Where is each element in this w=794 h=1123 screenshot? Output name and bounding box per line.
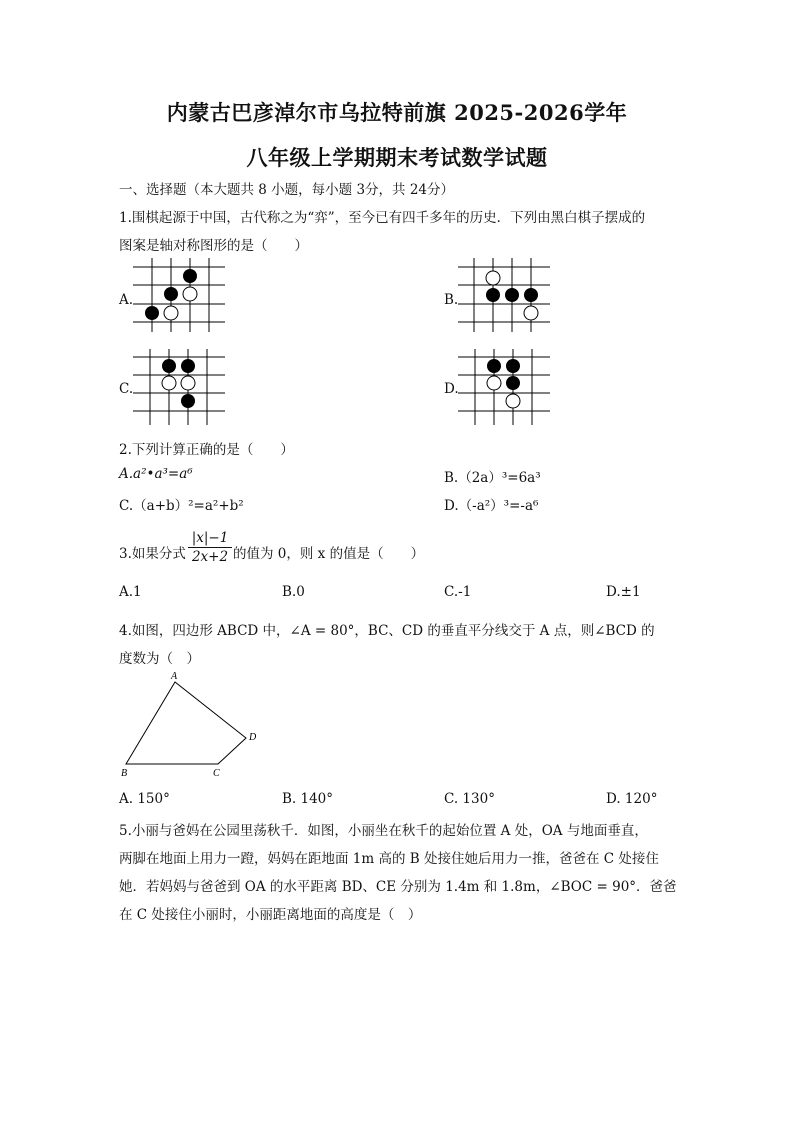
q3-fraction-numerator: |x|−1 [188, 530, 232, 548]
black-stone [164, 287, 178, 301]
black-stone [486, 288, 500, 302]
q4-option-d: D. 120° [606, 791, 658, 807]
q3-prefix: 3.如果分式 [119, 546, 186, 562]
q4-text-line1: 4.如图，四边形 ABCD 中，∠A = 80°，BC、CD 的垂直平分线交于 A 点，则∠BCD 的 [119, 623, 655, 639]
black-stone [145, 306, 159, 320]
white-stone [162, 376, 176, 390]
q3-fraction [188, 530, 232, 565]
q2-text: 2.下列计算正确的是（ ） [119, 442, 294, 458]
q1-option-b-label: B. [444, 292, 459, 308]
q4-option-c: C. 130° [444, 791, 495, 807]
black-stone [506, 376, 520, 390]
q3-option-d: D.±1 [606, 584, 641, 600]
q5-text-line1: 5.小丽与爸妈在公园里荡秋千．如图，小丽坐在秋千的起始位置 A 处，OA 与地面垂直， [119, 823, 648, 839]
q1-option-d-label: D. [444, 381, 459, 397]
vertex-label-c: C [213, 768, 220, 779]
q2-option-d: D.（-a²）³=-a⁶ [444, 498, 539, 514]
white-stone [181, 376, 195, 390]
q4-option-b: B. 140° [282, 791, 334, 807]
q5-text-line2: 两脚在地面上用力一蹬，妈妈在距地面 1m 高的 B 处接住她后用力一推，爸爸在 C 处接住 [119, 851, 659, 867]
q3-option-a: A.1 [119, 584, 142, 600]
go-board-d [458, 349, 554, 427]
black-stone [183, 269, 197, 283]
q3-option-b: B.0 [282, 584, 305, 600]
black-stone [487, 359, 501, 373]
go-board-c [133, 349, 229, 427]
q1-option-a-label: A. [119, 292, 134, 308]
black-stone [162, 359, 176, 373]
q1-text-line1: 1.围棋起源于中国，古代称之为“弈”，至今已有四千多年的历史．下列由黑白棋子摆成的 [119, 210, 646, 226]
white-stone [164, 306, 178, 320]
q4-option-a: A. 150° [119, 791, 170, 807]
q5-text-line4: 在 C 处接住小丽时，小丽距离地面的高度是（ ） [119, 907, 422, 923]
q3-fraction-denominator: 2x+2 [191, 549, 229, 565]
q1-option-c-label: C. [119, 381, 134, 397]
white-stone [486, 271, 500, 285]
vertex-label-a: A [171, 671, 178, 682]
q4-text-line2: 度数为（ ） [119, 651, 200, 667]
exam-title-line2: 八年级上学期期末考试数学试题 [246, 145, 548, 170]
black-stone [181, 359, 195, 373]
q3-suffix: 的值为 0，则 x 的值是（ ） [233, 546, 425, 562]
white-stone [487, 376, 501, 390]
vertex-label-d: D [249, 732, 257, 743]
q2-option-b: B.（2a）³=6a³ [444, 470, 541, 486]
quadrilateral-abcd [126, 682, 246, 764]
section-heading: 一、选择题（本大题共 8 小题，每小题 3分，共 24分） [119, 182, 455, 198]
black-stone [524, 288, 538, 302]
q5-text-line3: 她．若妈妈与爸爸到 OA 的水平距离 BD、CE 分别为 1.4m 和 1.8m，∠BOC = 90°．爸爸 [119, 879, 677, 895]
white-stone [506, 394, 520, 408]
q3-option-c: C.-1 [444, 584, 472, 600]
quadrilateral-figure [118, 670, 268, 780]
go-board-a [133, 258, 229, 334]
go-board-b [458, 258, 554, 334]
white-stone [183, 287, 197, 301]
black-stone [505, 288, 519, 302]
q2-option-a: A.a²•a³=a⁶ [119, 466, 193, 482]
black-stone [506, 359, 520, 373]
black-stone [181, 394, 195, 408]
white-stone [524, 306, 538, 320]
q1-text-line2: 图案是轴对称图形的是（ ） [119, 238, 308, 254]
q2-option-c: C.（a+b）²=a²+b² [119, 498, 244, 514]
exam-title-line1: 内蒙古巴彦淖尔市乌拉特前旗 2025-2026学年 [166, 100, 628, 125]
vertex-label-b: B [121, 768, 128, 779]
